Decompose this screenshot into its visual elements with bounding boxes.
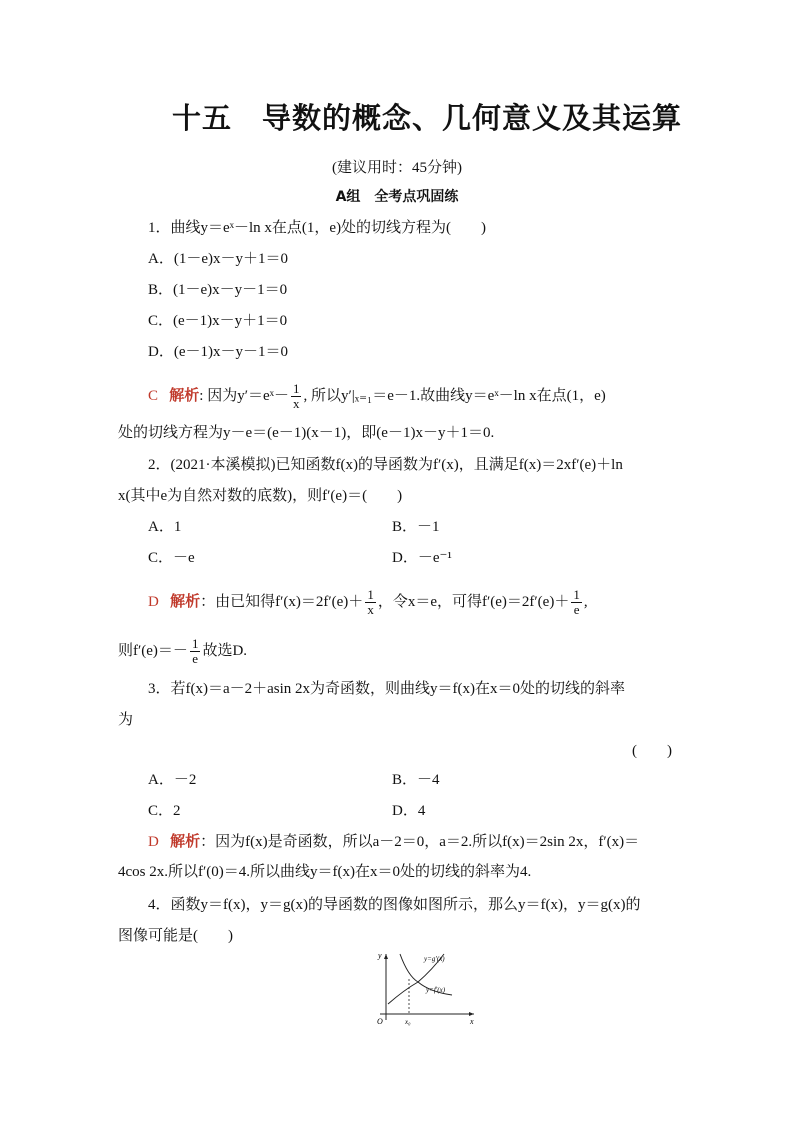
q3-option-c: C．2	[148, 803, 181, 819]
g-prime-label: y=g′(x)	[424, 955, 445, 963]
q3-answer: D	[148, 834, 159, 850]
q2-solution-line2	[118, 637, 247, 666]
q2-frac1-den: x	[367, 602, 374, 617]
page-title: 十五 导数的概念、几何意义及其运算	[171, 101, 682, 135]
q2-sol1-a: ：由已知得f′(x)＝2f′(e)＋	[200, 593, 364, 610]
q2-frac1-num: 1	[367, 587, 374, 602]
q1-option-c: C．(e－1)x－y＋1＝0	[148, 313, 288, 329]
time-note: (建议用时：45分钟)	[332, 160, 462, 176]
q3-answer-paren: ( )	[632, 743, 672, 759]
q2-answer: D	[148, 593, 159, 610]
group-heading: A组 全考点巩固练	[335, 189, 459, 205]
y-axis-label: y	[378, 951, 382, 960]
f-prime-label: y=f′(x)	[426, 986, 446, 994]
q1-answer: C	[148, 387, 159, 404]
derivative-graph-figure	[362, 948, 482, 1028]
q2-frac2-den: e	[573, 602, 580, 617]
q4-stem-line1: 4．函数y＝f(x)，y＝g(x)的导函数的图像如图所示，那么y＝f(x)，y＝g(x)的	[148, 897, 641, 913]
q1-frac-num: 1	[292, 381, 300, 396]
y-axis-arrow	[384, 954, 388, 959]
q2-option-a: A．1	[148, 519, 182, 535]
q2-fraction-2	[571, 588, 582, 617]
q2-frac2-num: 1	[573, 587, 580, 602]
q1-option-a: A．(1－e)x－y＋1＝0	[148, 251, 288, 267]
q2-sol1-b: ，令x＝e，可得f′(e)＝2f′(e)＋	[377, 593, 570, 610]
q1-fraction	[291, 382, 302, 411]
q2-frac3-den: e	[192, 651, 199, 666]
q1-stem: 1．曲线y＝eˣ－ln x在点(1，e)处的切线方程为( )	[148, 220, 487, 236]
q2-option-d: D．－e⁻¹	[392, 550, 452, 566]
q1-solution-line1	[148, 382, 606, 411]
q1-sol-b: , 所以y′|ₓ₌₁＝e－1.故曲线y＝eˣ－ln x在点(1，e)	[303, 387, 606, 404]
q2-fraction-3	[190, 637, 201, 666]
q2-solution-label: 解析	[170, 593, 201, 610]
q2-solution-line1	[148, 588, 588, 617]
x-axis-arrow	[469, 1012, 474, 1016]
q2-sol2-b: 故选D.	[202, 642, 248, 659]
q2-stem-line2: x(其中e为自然对数的底数)，则f′(e)＝( )	[118, 488, 403, 504]
q3-stem-line1: 3．若f(x)＝a－2＋asin 2x为奇函数，则曲线y＝f(x)在x＝0处的切线的斜率	[148, 681, 626, 697]
q1-option-b: B．(1－e)x－y－1＝0	[148, 282, 288, 298]
q3-option-b: B．－4	[392, 772, 440, 788]
q2-sol2-a: 则f′(e)＝－	[118, 642, 188, 659]
q3-sol1: ：因为f(x)是奇函数，所以a－2＝0，a＝2.所以f(x)＝2sin 2x，f′(x)＝	[200, 834, 640, 850]
q1-option-d: D．(e－1)x－y－1＝0	[148, 344, 288, 360]
q1-solution-label: 解析	[169, 387, 200, 404]
q2-fraction-1	[365, 588, 376, 617]
x-axis-label: x	[470, 1017, 474, 1026]
q2-stem-line1: 2．(2021·本溪模拟)已知函数f(x)的导函数为f′(x)，且满足f(x)＝2xf′(e)＋ln	[148, 457, 623, 473]
q3-solution-line2: 4cos 2x.所以f′(0)＝4.所以曲线y＝f(x)在x＝0处的切线的斜率为4.	[118, 864, 532, 880]
q1-sol-a: : 因为y′＝eˣ－	[199, 387, 289, 404]
q2-option-b: B．－1	[392, 519, 440, 535]
q3-solution-line1	[148, 832, 639, 852]
q2-option-c: C．－e	[148, 550, 195, 566]
q2-sol1-c: ,	[583, 593, 588, 610]
q3-stem-line2: 为	[118, 712, 134, 728]
q3-option-d: D．4	[392, 803, 426, 819]
q3-solution-label: 解析	[170, 834, 201, 850]
q2-frac3-num: 1	[191, 636, 199, 651]
q1-solution-line2: 处的切线方程为y－e＝(e－1)(x－1)，即(e－1)x－y＋1＝0.	[118, 425, 495, 441]
q3-option-a: A．－2	[148, 772, 197, 788]
origin-label: O	[377, 1017, 383, 1026]
x0-label: x₀	[405, 1018, 411, 1026]
q1-frac-den: x	[292, 396, 300, 411]
q4-stem-line2: 图像可能是( )	[118, 928, 233, 944]
